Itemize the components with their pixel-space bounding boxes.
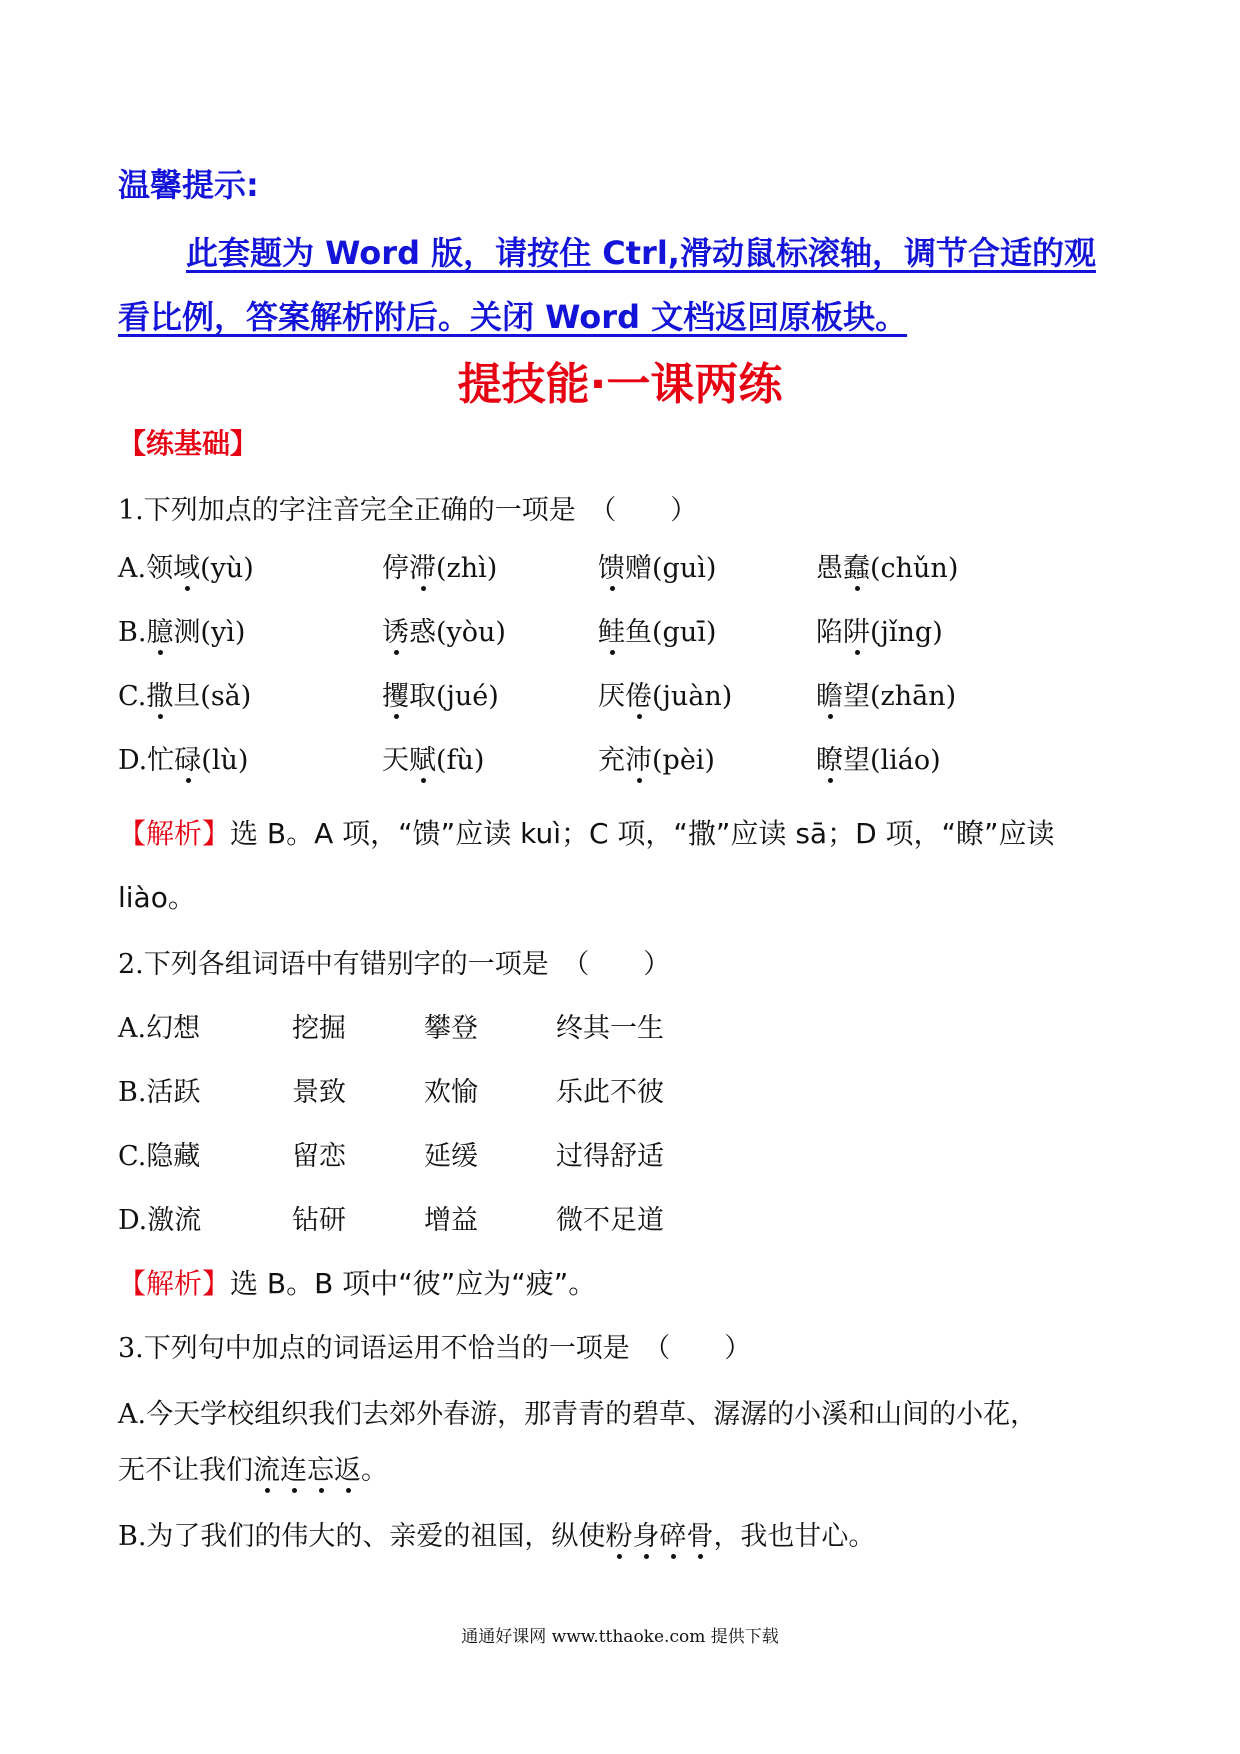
q2-option-c2: 留恋 (292, 1141, 346, 1172)
analysis-tag: 【解析】 (118, 1267, 231, 1300)
q1-option-a3: 馈赠(guì) (598, 546, 716, 585)
q3-option-a-line2: 无不让我们流连忘返。 (118, 1448, 388, 1487)
q1-option-c3: 厌倦(juàn) (598, 674, 732, 713)
q2-option-a3: 攀登 (424, 1013, 478, 1044)
q1-analysis: 【解析】选 B。A 项，“馈”应读 kuì；C 项，“撒”应读 sā；D 项，“瞭”应读 (118, 817, 1055, 850)
q2-option-a1: A.幻想 (118, 1013, 201, 1044)
q2-option-a4: 终其一生 (556, 1013, 664, 1044)
tip-line-2: 看比例，答案解析附后。关闭 Word 文档返回原板块。 (118, 298, 908, 336)
q2-option-c4: 过得舒适 (556, 1141, 664, 1172)
q2-option-b3: 欢愉 (424, 1077, 478, 1108)
question-3-stem: 3.下列句中加点的词语运用不恰当的一项是 （ ） (118, 1333, 752, 1364)
q2-option-d4: 微不足道 (556, 1205, 664, 1236)
q2-option-c3: 延缓 (424, 1141, 478, 1172)
question-2-stem: 2.下列各组词语中有错别字的一项是 （ ） (118, 949, 671, 980)
q1-option-a4: 愚蠢(chǔn) (816, 546, 958, 585)
page-title: 提技能·一课两练 (457, 359, 783, 410)
q1-option-b4: 陷阱(jǐng) (816, 610, 943, 649)
q2-option-b1: B.活跃 (118, 1077, 201, 1108)
tip-line-1: 此套题为 Word 版，请按住 Ctrl,滑动鼠标滚轴，调节合适的观 (186, 234, 1096, 272)
q2-analysis: 【解析】选 B。B 项中“彼”应为“疲”。 (118, 1267, 597, 1300)
q1-option-c1: C.撒旦(sǎ) (118, 674, 251, 713)
q1-option-c2: 攫取(jué) (382, 674, 499, 713)
q1-option-a1: A.领域(yù) (118, 546, 254, 585)
q1-option-b2: 诱惑(yòu) (382, 610, 506, 649)
tip-heading: 温馨提示: (118, 166, 259, 204)
section-label: 【练基础】 (118, 427, 259, 460)
q1-option-b1: B.臆测(yì) (118, 610, 245, 649)
question-1-stem: 1.下列加点的字注音完全正确的一项是 （ ） (118, 495, 698, 526)
q2-option-b4: 乐此不彼 (556, 1077, 664, 1108)
q2-option-d1: D.激流 (118, 1205, 202, 1236)
q2-option-c1: C.隐藏 (118, 1141, 201, 1172)
q1-option-c4: 瞻望(zhān) (816, 674, 956, 713)
q3-option-a-line1: A.今天学校组织我们去郊外春游，那青青的碧草、潺潺的小溪和山间的小花， (118, 1399, 1038, 1430)
q1-analysis-cont: liào。 (118, 881, 196, 914)
q2-option-d3: 增益 (424, 1205, 478, 1236)
page-footer: 通通好课网 www.tthaoke.com 提供下载 (461, 1627, 779, 1647)
q1-option-d2: 天赋(fù) (382, 738, 484, 777)
q2-option-a2: 挖掘 (292, 1013, 346, 1044)
q1-option-d1: D.忙碌(lù) (118, 738, 248, 777)
q1-option-a2: 停滞(zhì) (382, 546, 497, 585)
q2-option-b2: 景致 (292, 1077, 346, 1108)
q1-option-b3: 鲑鱼(guī) (598, 610, 716, 649)
q3-option-b: B.为了我们的伟大的、亲爱的祖国，纵使粉身碎骨，我也甘心。 (118, 1514, 875, 1553)
analysis-tag: 【解析】 (118, 817, 231, 850)
q1-option-d4: 瞭望(liáo) (816, 738, 941, 777)
q2-option-d2: 钻研 (292, 1205, 346, 1236)
q1-option-d3: 充沛(pèi) (598, 738, 715, 777)
